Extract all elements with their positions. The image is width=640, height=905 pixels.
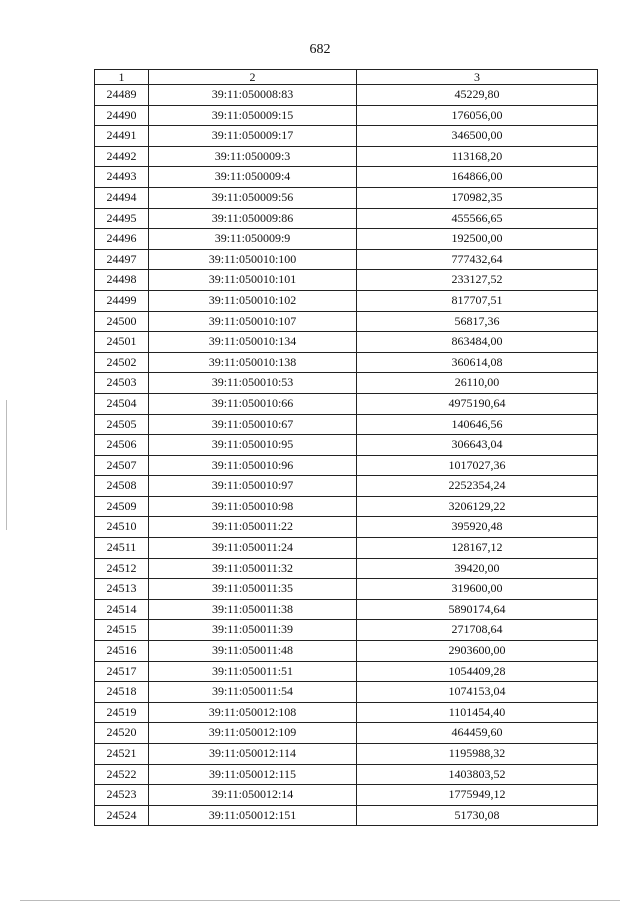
table-row xyxy=(95,167,598,188)
row-number-cell: 24503 xyxy=(95,373,149,394)
cadastral-number-cell: 39:11:050010:98 xyxy=(149,496,357,517)
cadastral-number-cell: 39:11:050010:101 xyxy=(149,270,357,291)
cadastral-value-cell: 455566,65 xyxy=(357,208,598,229)
row-number-cell: 24494 xyxy=(95,187,149,208)
cadastral-number-cell: 39:11:050011:51 xyxy=(149,661,357,682)
row-number-cell: 24522 xyxy=(95,764,149,785)
cadastral-number-cell: 39:11:050012:151 xyxy=(149,805,357,826)
table-row xyxy=(95,723,598,744)
row-number-cell: 24514 xyxy=(95,599,149,620)
cadastral-value-cell: 140646,56 xyxy=(357,414,598,435)
cadastral-number-cell: 39:11:050010:53 xyxy=(149,373,357,394)
table-header xyxy=(95,70,598,85)
table-row xyxy=(95,393,598,414)
cadastral-value-cell: 395920,48 xyxy=(357,517,598,538)
cadastral-number-cell: 39:11:050009:4 xyxy=(149,167,357,188)
table-row xyxy=(95,249,598,270)
cadastral-value-cell: 319600,00 xyxy=(357,579,598,600)
row-number-cell: 24505 xyxy=(95,414,149,435)
cadastral-number-cell: 39:11:050011:54 xyxy=(149,682,357,703)
row-number-cell: 24490 xyxy=(95,105,149,126)
cadastral-number-cell: 39:11:050010:134 xyxy=(149,332,357,353)
column-header-2: 2 xyxy=(149,70,357,85)
row-number-cell: 24502 xyxy=(95,352,149,373)
cadastral-number-cell: 39:11:050009:56 xyxy=(149,187,357,208)
cadastral-value-cell: 2903600,00 xyxy=(357,641,598,662)
row-number-cell: 24492 xyxy=(95,146,149,167)
row-number-cell: 24499 xyxy=(95,290,149,311)
cadastral-number-cell: 39:11:050012:108 xyxy=(149,702,357,723)
row-number-cell: 24509 xyxy=(95,496,149,517)
row-number-cell: 24496 xyxy=(95,229,149,250)
row-number-cell: 24523 xyxy=(95,785,149,806)
cadastral-value-cell: 170982,35 xyxy=(357,187,598,208)
table-row xyxy=(95,332,598,353)
header-row xyxy=(95,70,598,85)
scan-edge-left xyxy=(6,400,7,530)
cadastral-value-cell: 176056,00 xyxy=(357,105,598,126)
row-number-cell: 24519 xyxy=(95,702,149,723)
cadastral-value-cell: 346500,00 xyxy=(357,126,598,147)
page-number: 682 xyxy=(309,42,331,57)
cadastral-value-cell: 56817,36 xyxy=(357,311,598,332)
table-row xyxy=(95,517,598,538)
table-row xyxy=(95,229,598,250)
row-number-cell: 24512 xyxy=(95,558,149,579)
row-number-cell: 24524 xyxy=(95,805,149,826)
column-header-3: 3 xyxy=(357,70,598,85)
table-row xyxy=(95,702,598,723)
row-number-cell: 24520 xyxy=(95,723,149,744)
cadastral-number-cell: 39:11:050009:86 xyxy=(149,208,357,229)
cadastral-number-cell: 39:11:050011:22 xyxy=(149,517,357,538)
row-number-cell: 24498 xyxy=(95,270,149,291)
row-number-cell: 24515 xyxy=(95,620,149,641)
row-number-cell: 24521 xyxy=(95,744,149,765)
cadastral-number-cell: 39:11:050011:24 xyxy=(149,538,357,559)
cadastral-value-cell: 1195988,32 xyxy=(357,744,598,765)
cadastral-number-cell: 39:11:050012:115 xyxy=(149,764,357,785)
table-row xyxy=(95,126,598,147)
table-row xyxy=(95,455,598,476)
cadastral-value-cell: 817707,51 xyxy=(357,290,598,311)
row-number-cell: 24497 xyxy=(95,249,149,270)
table-row xyxy=(95,579,598,600)
cadastral-number-cell: 39:11:050010:102 xyxy=(149,290,357,311)
cadastral-value-table xyxy=(94,69,598,826)
row-number-cell: 24493 xyxy=(95,167,149,188)
table-row xyxy=(95,311,598,332)
cadastral-value-cell: 863484,00 xyxy=(357,332,598,353)
row-number-cell: 24489 xyxy=(95,85,149,106)
table-row xyxy=(95,620,598,641)
row-number-cell: 24495 xyxy=(95,208,149,229)
cadastral-number-cell: 39:11:050011:48 xyxy=(149,641,357,662)
cadastral-value-cell: 192500,00 xyxy=(357,229,598,250)
row-number-cell: 24511 xyxy=(95,538,149,559)
table-row xyxy=(95,641,598,662)
cadastral-value-cell: 3206129,22 xyxy=(357,496,598,517)
table-row xyxy=(95,785,598,806)
table-row xyxy=(95,208,598,229)
table-row xyxy=(95,599,598,620)
table-row xyxy=(95,682,598,703)
scan-edge-bottom xyxy=(20,900,620,901)
cadastral-value-cell: 26110,00 xyxy=(357,373,598,394)
row-number-cell: 24508 xyxy=(95,476,149,497)
cadastral-number-cell: 39:11:050011:32 xyxy=(149,558,357,579)
cadastral-number-cell: 39:11:050012:109 xyxy=(149,723,357,744)
cadastral-number-cell: 39:11:050009:3 xyxy=(149,146,357,167)
cadastral-value-cell: 464459,60 xyxy=(357,723,598,744)
row-number-cell: 24518 xyxy=(95,682,149,703)
cadastral-value-cell: 777432,64 xyxy=(357,249,598,270)
cadastral-value-cell: 5890174,64 xyxy=(357,599,598,620)
row-number-cell: 24513 xyxy=(95,579,149,600)
table-row xyxy=(95,538,598,559)
cadastral-number-cell: 39:11:050012:14 xyxy=(149,785,357,806)
table-row xyxy=(95,146,598,167)
cadastral-number-cell: 39:11:050009:9 xyxy=(149,229,357,250)
cadastral-number-cell: 39:11:050010:97 xyxy=(149,476,357,497)
cadastral-number-cell: 39:11:050010:138 xyxy=(149,352,357,373)
table-row xyxy=(95,373,598,394)
cadastral-number-cell: 39:11:050011:35 xyxy=(149,579,357,600)
table-row xyxy=(95,290,598,311)
table-row xyxy=(95,764,598,785)
row-number-cell: 24504 xyxy=(95,393,149,414)
column-header-1: 1 xyxy=(95,70,149,85)
row-number-cell: 24507 xyxy=(95,455,149,476)
row-number-cell: 24500 xyxy=(95,311,149,332)
cadastral-number-cell: 39:11:050010:67 xyxy=(149,414,357,435)
cadastral-value-cell: 51730,08 xyxy=(357,805,598,826)
row-number-cell: 24501 xyxy=(95,332,149,353)
cadastral-value-cell: 113168,20 xyxy=(357,146,598,167)
table-row xyxy=(95,414,598,435)
cadastral-number-cell: 39:11:050011:39 xyxy=(149,620,357,641)
cadastral-number-cell: 39:11:050010:100 xyxy=(149,249,357,270)
row-number-cell: 24506 xyxy=(95,435,149,456)
row-number-cell: 24491 xyxy=(95,126,149,147)
table-body xyxy=(95,85,598,826)
cadastral-value-cell: 2252354,24 xyxy=(357,476,598,497)
table-row xyxy=(95,558,598,579)
cadastral-number-cell: 39:11:050010:107 xyxy=(149,311,357,332)
cadastral-number-cell: 39:11:050011:38 xyxy=(149,599,357,620)
cadastral-value-cell: 1017027,36 xyxy=(357,455,598,476)
row-number-cell: 24517 xyxy=(95,661,149,682)
table-row xyxy=(95,496,598,517)
cadastral-value-cell: 306643,04 xyxy=(357,435,598,456)
cadastral-number-cell: 39:11:050012:114 xyxy=(149,744,357,765)
table-row xyxy=(95,476,598,497)
table-row xyxy=(95,435,598,456)
table-row xyxy=(95,661,598,682)
cadastral-value-cell: 164866,00 xyxy=(357,167,598,188)
cadastral-number-cell: 39:11:050008:83 xyxy=(149,85,357,106)
cadastral-number-cell: 39:11:050009:17 xyxy=(149,126,357,147)
cadastral-value-cell: 1775949,12 xyxy=(357,785,598,806)
table-row xyxy=(95,744,598,765)
cadastral-number-cell: 39:11:050010:66 xyxy=(149,393,357,414)
table-row xyxy=(95,805,598,826)
cadastral-number-cell: 39:11:050009:15 xyxy=(149,105,357,126)
table-row xyxy=(95,85,598,106)
table-row xyxy=(95,105,598,126)
cadastral-value-cell: 4975190,64 xyxy=(357,393,598,414)
cadastral-value-cell: 360614,08 xyxy=(357,352,598,373)
table-row xyxy=(95,187,598,208)
cadastral-value-cell: 128167,12 xyxy=(357,538,598,559)
cadastral-value-cell: 45229,80 xyxy=(357,85,598,106)
cadastral-value-cell: 39420,00 xyxy=(357,558,598,579)
row-number-cell: 24510 xyxy=(95,517,149,538)
cadastral-value-cell: 1101454,40 xyxy=(357,702,598,723)
cadastral-value-cell: 233127,52 xyxy=(357,270,598,291)
cadastral-value-cell: 1054409,28 xyxy=(357,661,598,682)
cadastral-value-cell: 1074153,04 xyxy=(357,682,598,703)
cadastral-value-cell: 271708,64 xyxy=(357,620,598,641)
cadastral-value-cell: 1403803,52 xyxy=(357,764,598,785)
table-row xyxy=(95,352,598,373)
table-row xyxy=(95,270,598,291)
cadastral-number-cell: 39:11:050010:96 xyxy=(149,455,357,476)
cadastral-number-cell: 39:11:050010:95 xyxy=(149,435,357,456)
row-number-cell: 24516 xyxy=(95,641,149,662)
